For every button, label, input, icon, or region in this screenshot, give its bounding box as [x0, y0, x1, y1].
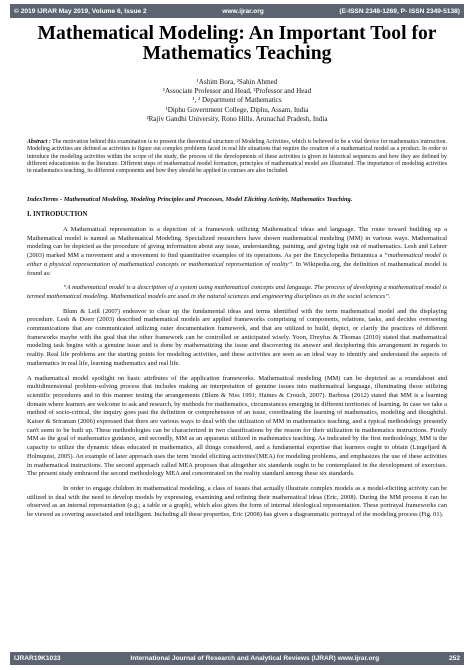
- footer-journal-name: International Journal of Research and Analytical Reviews (IJRAR): [130, 655, 336, 662]
- abstract-label: Abstract :: [27, 139, 51, 145]
- abstract: [27, 139, 447, 175]
- britannica-quote: “mathematical model is either a physical representation of mathematical concepts or mathematical representation of reality”: [27, 252, 447, 268]
- paragraph-4: In order to engage children in mathematical modeling, a class of issues that actually illustrate complex models as a model-eliciting activity can be utilized to deal with the need to develop models by expressing, examining and refining their mathematical ideas (Eric, 2008). During the MM process it can be observed as an internal representation (e.g.; a table or a graph), which also gives the form of internal ideological representation. These portrayal frameworks can be viewed as covering associated and intelligent. Including all these properties, Eric (2008) has given a diagrammatic portrayal of the modeling process (Fig. 01).: [27, 484, 447, 519]
- header-issue: © 2019 IJRAR May 2019, Volume 6, Issue 2: [14, 7, 147, 15]
- wikipedia-quote: “A mathematical model is a description of a system using mathematical concepts and language. The process of developing a mathematical model is termed mathematical modeling. Mathematical models are used in the natural sciences and engineering disciplines as in the social sciences”.: [27, 284, 447, 300]
- journal-header-bar: [10, 4, 464, 18]
- header-issn: (E-ISSN 2348-1269, P- ISSN 2349-5138): [339, 7, 460, 15]
- body-text: [27, 226, 447, 526]
- footer-paper-id: IJRAR19K1033: [14, 655, 61, 662]
- author-department: ¹, ² Department of Mathematics: [192, 96, 282, 105]
- author-affiliation-1: ¹Diphu Government College, Diphu, Assam, India: [165, 105, 309, 114]
- author-positions: ¹Associate Professor and Head, ²Professor and Head: [162, 87, 312, 96]
- paper-title: Mathematical Modeling: An Important Tool for Mathematics Teaching: [37, 23, 437, 64]
- index-terms: IndexTerms - Mathematical Modeling, Modeling Principles and Processes, Model Eliciting Activity, Mathematics Teaching.: [27, 196, 353, 203]
- paragraph-1: [27, 226, 447, 278]
- paragraph-1-text: A Mathematical representation is a depiction of a framework utilizing Mathematical ideas and language. The route toward building up a Mathematical model is named as Mathematical Modeling. Specialized researchers have shown mathematical modeling (MM) in various ways. Mathematical modeling can be depicted as the procedure of giving information about any issue, understanding, painting, and giving light out of mathematics. Lesh and Lehrer (2003) marked MM a movement and a movement to find quantitative examples of its operations. As per the Encyclopedia Britannica a: [27, 226, 447, 260]
- paragraph-3: A mathematical model spotlight on basic attributes of the application frameworks. Mathematical modeling (MM) can be depicted as a roundabout and multidimensional problem-solving process that includes making an interpretation of genuine issues into mathematical language, illuminating those utilizing scientific procedures and in this manner testing the arrangements (Blum & Niss 1991; Haines & Crouch, 2007). Barbosa (2012) stated that MM is a learning domain where learners are welcome to ask and research, by methods for mathematics, circumstances emerging in different territories of learning. In case we take a method of socio-critical, the inquiry goes past the definition or comprehension of an issue, coordinating the learning of mathematics, modeling and thoughtful. Kaiser & Sriraman (2006) expressed that there are various ways to deal with the utilization of MM in mathematics teaching, and a typical methodology presently can't seem to be built up. These methodologies can be characterized in two classifications by the reason for their utilization in mathematics instructions. Firstly MM as the goal of mathematics guidance, and secondly, MM as an apparatus utilized in mathematics teaching. As indicated by the first methodology, MM is the capacity to utilize the dynamic ideas educated in mathematics, all things considered, and a fundamental expertise that learners ought to obtain (Lingefjard & Holmquist, 2005). An example of later approach uses the term 'model eliciting activities'(MEA) for modeling problems, and emphasizes the use of these activities in mathematical instructions. The second approach called MEA proposes that altogether six standards ought to be contemplated in the development of exercises. The present study embraced the second methodology MEA and concentrated on the reality standard among these six standards.: [27, 374, 447, 478]
- footer-journal: [130, 655, 379, 662]
- footer-website[interactable]: www.ijrar.org: [337, 655, 380, 662]
- abstract-text: The motivation behind this examination is to present the theoretical structure of Modeling Activities, which is believed to be a vital device for mathematics instruction. Modeling activities are defined as activities to figure out complex problems faced in real life situations that require the creation of a mathematical model as a product. In order to introduce the modeling activities within the scope of the study, the process of the developments of these activities is given in historical sequences and how they are defined by different educationists in the literature. Different steps of mathematical model formation, principles of mathematical model are illustrated. The importance of modeling activities in mathematics teaching, its different components and how they should be applied in courses are also included.: [27, 139, 447, 174]
- paragraph-2: Blum & Leiß (2007) endeavor to clear up the fundamental ideas and terms identified with the term mathematical model and the displaying procedure. Lesh & Doerr (2003) described mathematical models are applied frameworks comprising of components, relations, tasks, and decides overseeing communications that are communicated utilizing outer documentation framework, and that are utilized to build, depict, or clarify the practices of different frameworks maybe with the goal that the other framework can be controlled or anticipated wisely. Yoon, Dreyfus & Thomas (2010) stated that mathematical modeling task begins with a genuine issue and is done by mathematizing the issue and discovering its answer and deciphering this arrangement in regards to reality. Real life problems are the starting points for modeling activities, and these activities are seen as an ideal way to identify and understand the aspects of mathematics in real life, learning mathematics and real life.: [27, 307, 447, 367]
- section-heading: I. INTRODUCTION: [27, 211, 88, 218]
- paragraph-1-tail: . In Wikipedia.org, the definition of mathematical model is found as:: [27, 260, 447, 277]
- author-block: [40, 78, 434, 124]
- author-affiliation-2: ²Rajiv Gandhi University, Rono Hills. Arunachal Pradesh, India: [146, 114, 328, 123]
- footer-page-number: 252: [448, 655, 460, 662]
- author-names: ¹Ashim Bora, ²Sahin Ahmed: [196, 78, 278, 86]
- header-website[interactable]: www.ijrar.org: [222, 7, 264, 15]
- journal-footer-bar: [10, 652, 464, 665]
